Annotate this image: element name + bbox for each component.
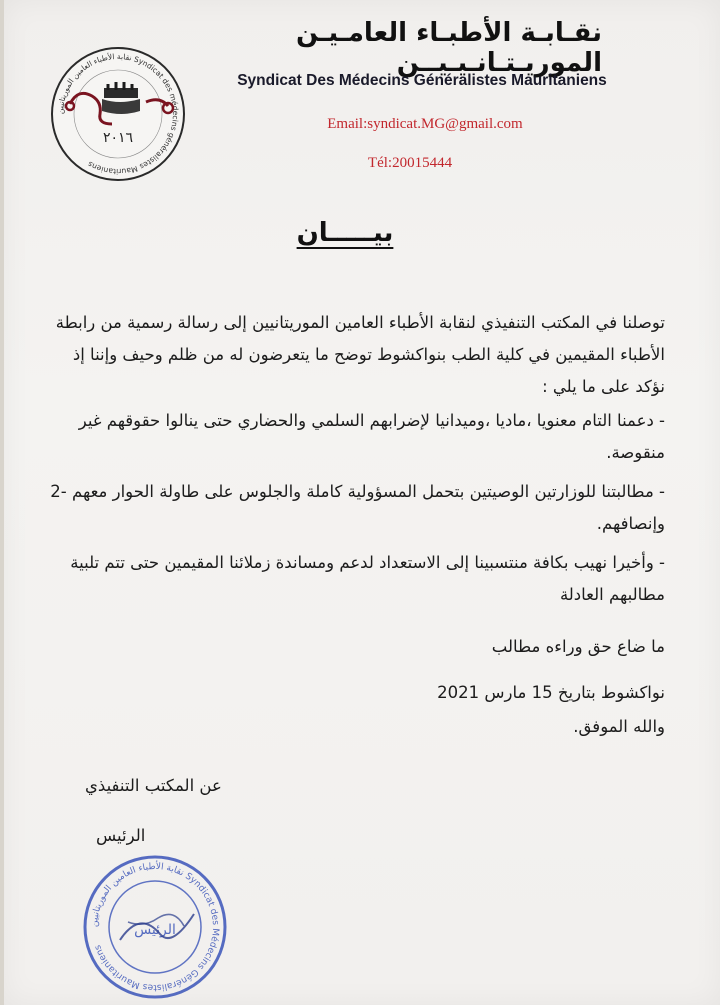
point-2-line-2: وإنصافهم. [596,514,665,533]
union-name-french: Syndicat Des Médecins Généralistes Mauritaniens [237,72,607,89]
intro-line-2: الأطباء المقيمين في كلية الطب بنواكشوط توضح ما يتعرضون له من ظلم وحيف وإننا إذ [72,345,665,364]
phone-text: Tél:20015444 [367,155,453,171]
union-logo [48,44,188,184]
intro-line-3: نؤكد على ما يلي : [542,377,665,396]
on-behalf-label: عن المكتب التنفيذي [85,776,222,795]
motto: ما ضاع حق وراءه مطالب [491,637,665,656]
point-3-line-2: مطالبهم العادلة [559,585,665,604]
stamp-center-text: الرئيس [134,922,176,938]
point-2-line-1: - مطالبتنا للوزارتين الوصيتين بتحمل المسؤولية كاملة والجلوس على طاولة الحوار معهم -2 [50,482,665,501]
president-label: الرئيس [96,826,146,845]
point-1-line-2: منقوصة. [606,443,665,462]
logo-year: ٢٠١٦ [102,130,134,146]
union-name-arabic: نقـابـة الأطبـاء العامـيـن الموريـتـانـيـيــن [296,18,602,78]
official-stamp [80,852,230,1002]
stamp-ring-text: نقابة الأطباء العامين الموريتانيين Syndicat des Médecins Généralistes Mauritaniens [89,861,221,993]
point-1-line-1: - دعمنا التام معنويا ،ماديا ،وميدانيا لإضرابهم السلمي والحضاري حتى ينالوا حقوقهم غير [78,411,665,430]
intro-line-1: توصلنا في المكتب التنفيذي لنقابة الأطباء العامين الموريتانيين إلى رسالة رسمية من رابطة [55,313,665,332]
point-3-line-1: - وأخيرا نهيب بكافة منتسبينا إلى الاستعداد لدعم ومساندة زملائنا المقيمين حتى تتم تلبية [70,553,665,572]
logo-ring-text: نقابة الأطباء العامين الموريتانيين Syndicat des médecins généralistes Mauritaniens [55,51,181,177]
statement-title: بيـــــان [296,218,394,248]
date-line: نواكشوط بتاريخ 15 مارس 2021 [437,683,665,702]
closing-line: والله الموفق. [573,717,665,736]
email-text: Email:syndicat.MG@gmail.com [327,116,523,132]
